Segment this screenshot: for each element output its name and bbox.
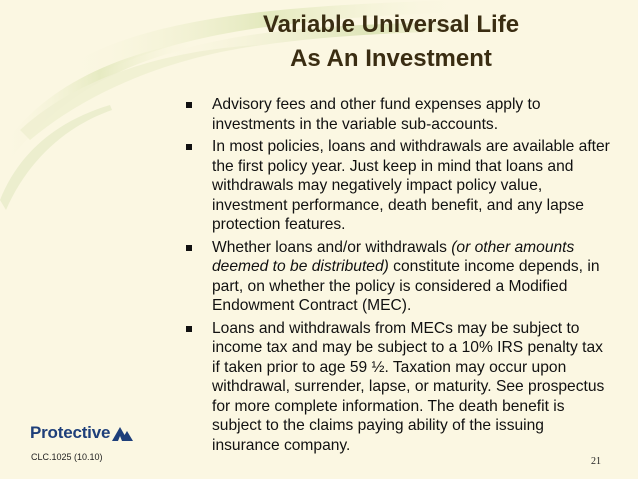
bullet-item-mec-taxation xyxy=(180,319,610,456)
square-bullet-icon xyxy=(186,102,192,108)
title-line-2: As An Investment xyxy=(290,45,492,72)
logo-text: Protective xyxy=(30,423,111,442)
bullet-item-advisory-fees xyxy=(180,95,610,134)
protective-logo xyxy=(30,420,134,446)
bullet-list xyxy=(180,95,610,458)
mountain-triangle-icon xyxy=(112,425,134,441)
square-bullet-icon xyxy=(186,326,192,332)
bullet-text: Loans and withdrawals from MECs may be subject to income tax and may be subject to a 10% IRS penalty tax if taken prior to age 59 ½. Taxation may occur upon withdrawal, surrender, lapse, or maturity. See prospectus for more complete information. The death benefit is subject to the claims paying ability of the issuing insurance company. xyxy=(212,319,605,454)
bullet-text-before: Whether loans and/or withdrawals xyxy=(212,238,452,256)
document-code: CLC.1025 (10.10) xyxy=(31,452,103,462)
bullet-item-loans-withdrawals xyxy=(180,137,610,235)
page-number: 21 xyxy=(591,456,601,467)
square-bullet-icon xyxy=(186,245,192,251)
bullet-text-after: constitute income depends, in part, on whether the policy is considered a Modified Endowment Contract (MEC). xyxy=(212,258,600,314)
bullet-text: In most policies, loans and withdrawals are available after the first policy year. Just keep in mind that loans and withdrawals may negatively impact policy value, investment performance, death benefit, and any lapse protection features. xyxy=(212,138,610,233)
bullet-item-income-mec xyxy=(180,238,610,316)
bullet-text-italic: (or other amounts deemed to be distributed) xyxy=(212,238,575,275)
slide-title xyxy=(176,8,606,76)
bullet-text: Advisory fees and other fund expenses apply to investments in the variable sub-accounts. xyxy=(212,96,541,133)
title-line-1: Variable Universal Life xyxy=(262,11,520,38)
square-bullet-icon xyxy=(186,144,192,150)
